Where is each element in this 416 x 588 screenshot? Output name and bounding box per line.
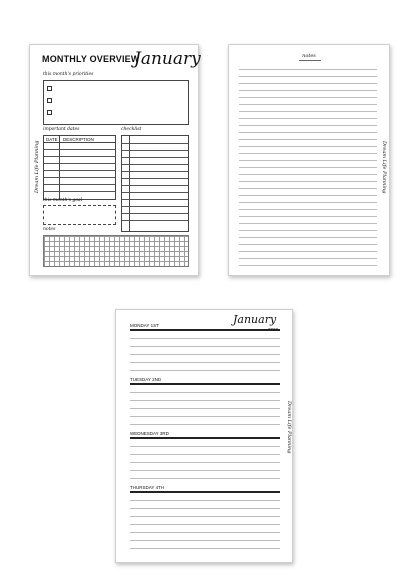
notes-title: notes (302, 53, 316, 59)
priority-checkbox[interactable] (47, 98, 52, 103)
priority-checkbox[interactable] (47, 86, 52, 91)
brand-signature: Dream Life Planning (286, 401, 292, 454)
priorities-label: this month's priorities (43, 72, 94, 77)
brand-signature: Dream Life Planning (381, 141, 387, 194)
day-label: MONDAY 1ST (130, 323, 159, 328)
notes-page (228, 44, 390, 276)
notes-label: notes (43, 227, 56, 232)
date-column-header: DATE (46, 137, 58, 142)
checklist-table (121, 135, 189, 232)
brand-signature: Dream Life Planning (34, 140, 40, 193)
day-label: TUESDAY 2ND (130, 377, 162, 382)
day-label: WEDNESDAY 3RD (130, 431, 169, 436)
description-column-header: DESCRIPTION (63, 137, 94, 142)
monthly-overview-page (29, 44, 199, 276)
weekly-month: January (233, 313, 277, 326)
important-dates-table (43, 135, 116, 200)
day-label: THURSDAY 4TH (130, 485, 165, 490)
priority-checkbox[interactable] (47, 110, 52, 115)
overview-month: January (134, 49, 201, 69)
checklist-label: checklist (121, 127, 142, 132)
important-dates-label: important dates (43, 127, 80, 132)
goal-label: this month's goal (43, 198, 83, 203)
priorities-box (43, 80, 189, 125)
notes-grid (43, 235, 189, 267)
weekly-page (115, 309, 293, 563)
goal-box (43, 205, 116, 225)
overview-title: MONTHLY OVERVIEW (42, 54, 140, 64)
